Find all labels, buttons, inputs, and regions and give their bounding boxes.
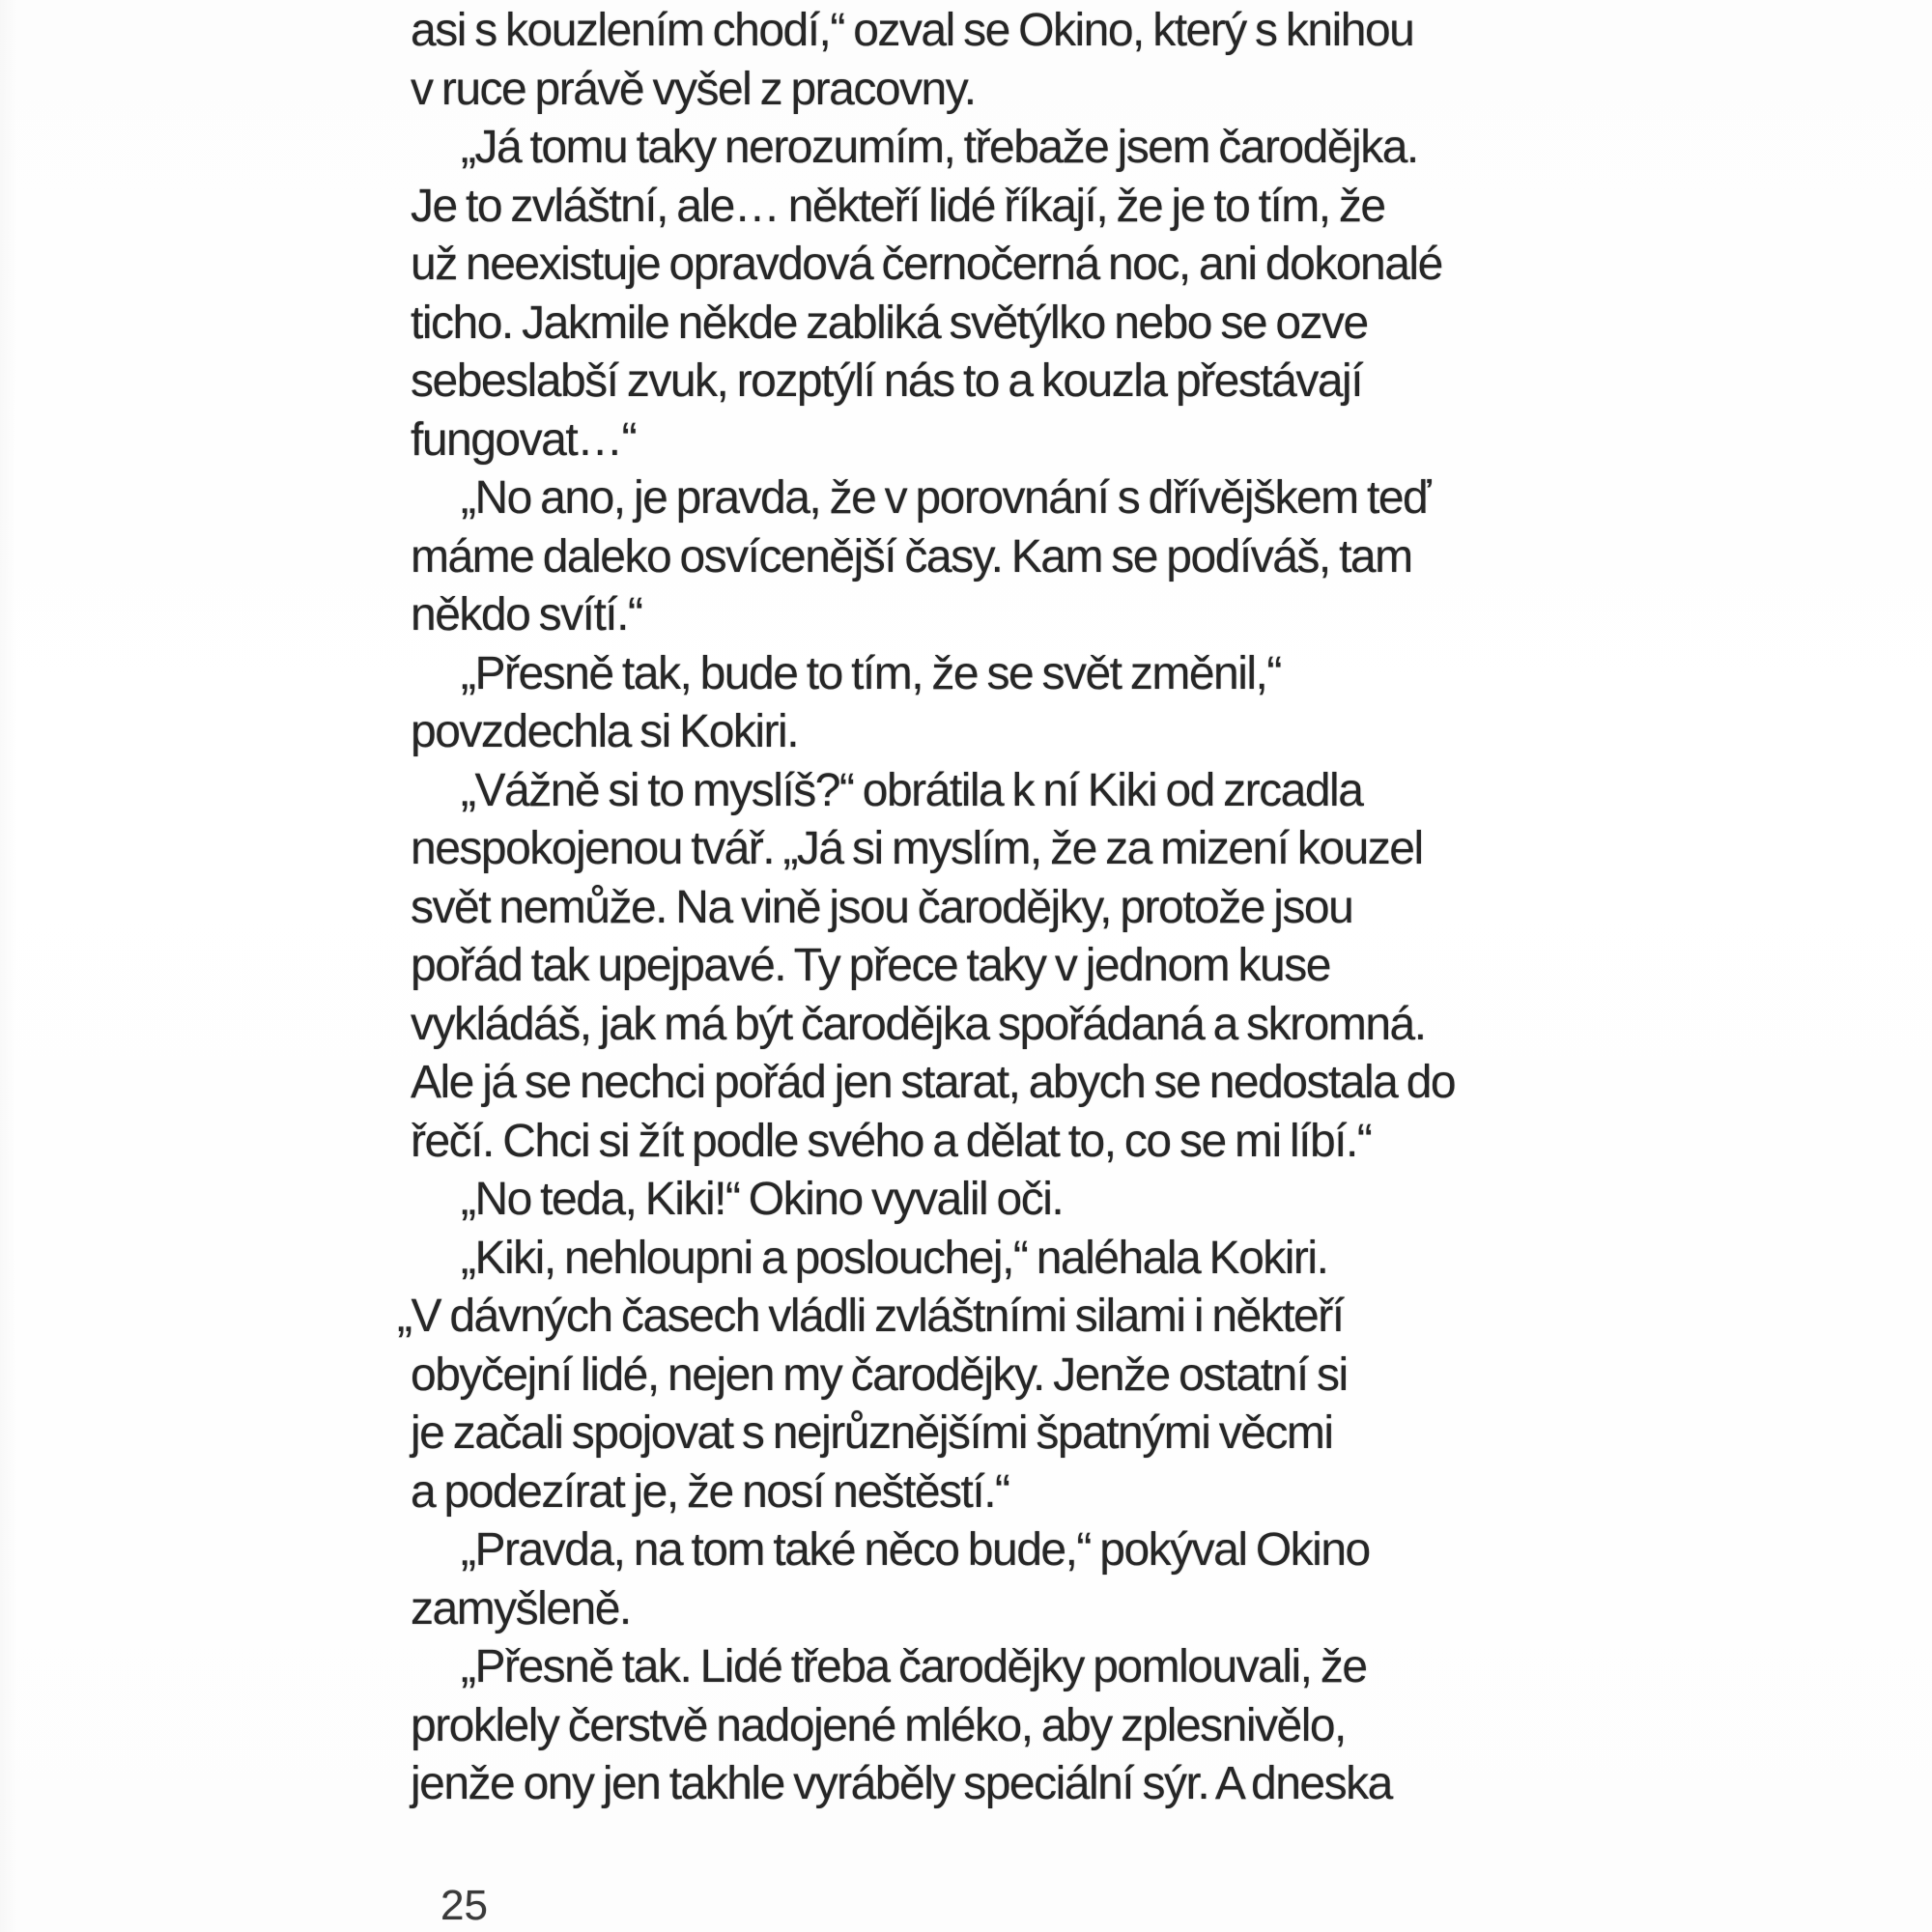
text-line: „No teda, Kiki!“ Okino vyvalil oči.: [461, 1174, 1064, 1225]
text-line: zamyšleně.: [411, 1582, 631, 1634]
text-column: [397, 2, 1555, 1814]
text-line: obyčejní lidé, nejen my čarodějky. Jenže ostatní si: [411, 1349, 1348, 1401]
text-line: sebeslabší zvuk, rozptýlí nás to a kouzla přestávají: [411, 355, 1363, 407]
text-line: nespokojenou tvář. „Já si myslím, že za mizení kouzel: [411, 823, 1423, 874]
text-line: jenže ony jen takhle vyráběly speciální sýr. A dneska: [411, 1758, 1392, 1809]
text-line: „Kiki, nehloupni a poslouchej,“ naléhala Kokiri.: [461, 1232, 1328, 1284]
text-line: „Pravda, na tom také něco bude,“ pokýval Okino: [461, 1524, 1370, 1576]
text-line: máme daleko osvícenější časy. Kam se podíváš, tam: [411, 530, 1412, 582]
text-line: a podezírat je, že nosí neštěstí.“: [411, 1465, 1009, 1518]
text-line: pořád tak upejpavé. Ty přece taky v jednom kuse: [411, 940, 1330, 991]
page-number: 25: [440, 1882, 488, 1929]
text-line: Je to zvláštní, ale… někteří lidé říkají, že je to tím, že: [411, 180, 1385, 232]
text-line: „Přesně tak. Lidé třeba čarodějky pomlouvali, že: [461, 1641, 1367, 1692]
text-line: povzdechla si Kokiri.: [411, 706, 799, 757]
text-line: řečí. Chci si žít podle svého a dělat to, co se mi líbí.“: [411, 1115, 1372, 1167]
text-line: proklely čerstvě nadojené mléko, aby zplesnivělo,: [411, 1699, 1346, 1751]
text-line: „Já tomu taky nerozumím, třebaže jsem čarodějka.: [461, 122, 1418, 173]
text-line: vykládáš, jak má být čarodějka spořádaná a skromná.: [411, 998, 1426, 1050]
text-line: „No ano, je pravda, že v porovnání s dřívějškem teď: [461, 472, 1431, 524]
text-line: svět nemůže. Na vině jsou čarodějky, protože jsou: [411, 881, 1353, 933]
text-line: někdo svítí.“: [411, 589, 642, 640]
text-line: „Přesně tak, bude to tím, že se svět změnil,“: [461, 647, 1281, 699]
text-line: „Vážně si to myslíš?“ obrátila k ní Kiki od zrcadla: [461, 764, 1363, 816]
text-line: je začali spojovat s nejrůznějšími špatnými věcmi: [411, 1407, 1333, 1459]
text-line: fungovat…“: [411, 413, 637, 466]
text-line: už neexistuje opravdová černočerná noc, ani dokonalé: [411, 239, 1442, 290]
text-line: Ale já se nechci pořád jen starat, abych se nedostala do: [411, 1057, 1456, 1108]
text-line: asi s kouzlením chodí,“ ozval se Okino, který s knihou: [411, 5, 1414, 56]
text-line: „V dávných časech vládli zvláštními silami i někteří: [397, 1291, 1344, 1342]
text-line: v ruce právě vyšel z pracovny.: [411, 63, 976, 115]
text-line: ticho. Jakmile někde zabliká světýlko nebo se ozve: [411, 297, 1368, 349]
